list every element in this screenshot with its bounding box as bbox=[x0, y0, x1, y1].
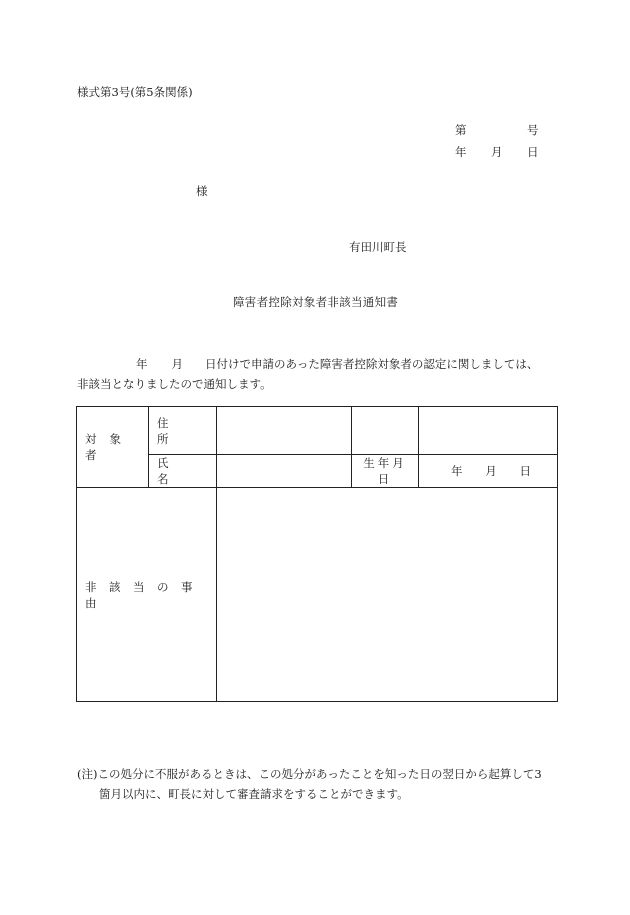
name-label-cell bbox=[149, 455, 217, 488]
birthdate-day: 日 bbox=[519, 464, 531, 478]
document-number-prefix: 第 bbox=[455, 123, 467, 137]
address-extra-cell-2[interactable] bbox=[419, 407, 558, 455]
address-extra-cell-1[interactable] bbox=[352, 407, 419, 455]
address-label: 住所 bbox=[157, 415, 199, 446]
issue-date-day: 日 bbox=[527, 145, 539, 159]
body-line1-text: 日付けで申請のあった障害者控除対象者の認定に関しましては、 bbox=[205, 357, 539, 371]
body-line2-text: 非該当となりましたので通知します。 bbox=[77, 377, 272, 391]
birthdate-label-cell bbox=[352, 455, 419, 488]
reason-label-cell bbox=[77, 488, 217, 702]
birthdate-year: 年 bbox=[451, 464, 463, 478]
issue-date-year: 年 bbox=[455, 145, 467, 159]
notice-body bbox=[77, 354, 557, 394]
issuer-title: 有田川町長 bbox=[349, 240, 407, 254]
birthdate-label: 生年月日 bbox=[363, 456, 407, 486]
subject-label: 対象者 bbox=[85, 432, 134, 462]
form-number-label: 様式第3号(第5条関係) bbox=[77, 85, 193, 99]
footnote-line2: 箇月以内に、町長に対して審査請求をすることができます。 bbox=[99, 787, 409, 801]
document-title: 障害者控除対象者非該当通知書 bbox=[233, 295, 399, 309]
subject-label-cell bbox=[77, 407, 149, 488]
body-year: 年 bbox=[136, 357, 148, 371]
name-label: 氏名 bbox=[157, 456, 199, 486]
addressee-honorific: 様 bbox=[196, 184, 208, 198]
subject-info-table bbox=[76, 406, 558, 702]
body-month: 月 bbox=[171, 357, 183, 371]
footnote-line1: (注)この処分に不服があるときは、この処分があったことを知った日の翌日から起算して3 bbox=[77, 767, 542, 781]
address-value-cell[interactable] bbox=[217, 407, 352, 455]
birthdate-month: 月 bbox=[485, 464, 497, 478]
reason-label: 非該当の事由 bbox=[85, 579, 205, 610]
name-value-cell[interactable] bbox=[217, 455, 352, 488]
address-label-cell bbox=[149, 407, 217, 455]
footnote bbox=[77, 764, 567, 804]
issue-date-month: 月 bbox=[491, 145, 503, 159]
reason-value-cell[interactable] bbox=[217, 488, 558, 702]
birthdate-value-cell[interactable] bbox=[419, 455, 558, 488]
document-number-suffix: 号 bbox=[527, 123, 539, 137]
